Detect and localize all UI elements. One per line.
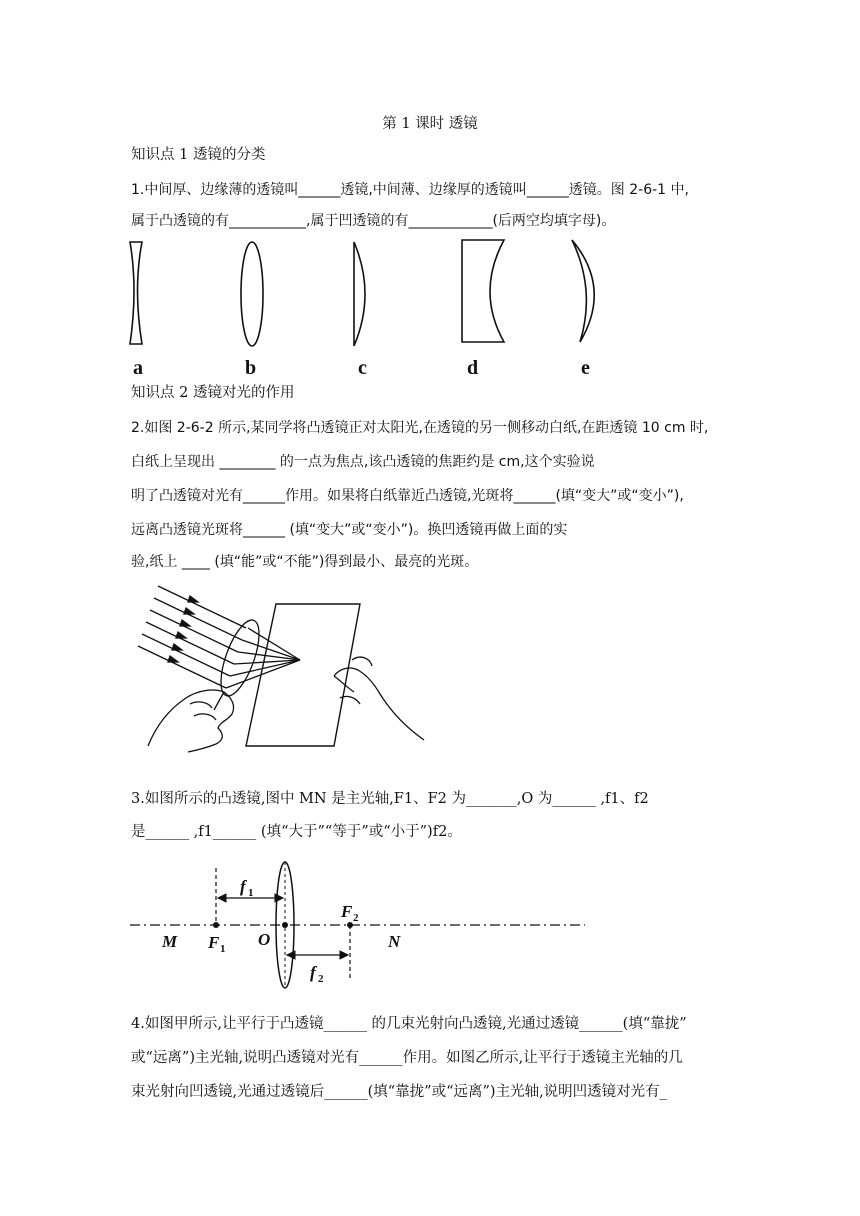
question-2-line-2: 白纸上呈现出 ________ 的一点为焦点,该凸透镜的焦距约是 cm,这个实验说 [131, 454, 595, 470]
optical-center [282, 922, 288, 928]
question-2-line-5: 验,纸上 ____ (填“能”或“不能”)得到最小、最亮的光斑。 [131, 554, 479, 570]
lens-label-c: c [358, 357, 367, 379]
convex-lens-focal-figure [130, 856, 590, 996]
lens-a-biconcave [130, 242, 142, 344]
label-f1: f [240, 877, 246, 896]
lens-label-b: b [245, 357, 257, 379]
question-2-line-3: 明了凸透镜对光有______作用。如果将白纸靠近凸透镜,光斑将______(填“变大”或“变小”), [131, 488, 684, 504]
label-M: M [162, 932, 178, 951]
lens-label-e: e [581, 357, 590, 379]
label-O: O [258, 930, 271, 949]
label-f2-sub: 2 [318, 973, 324, 985]
lens-types-figure [120, 236, 620, 382]
section-heading-1: 知识点 1 透镜的分类 [131, 147, 266, 163]
question-4-line-2: 或“远离”)主光轴,说明凸透镜对光有______作用。如图乙所示,让平行于透镜主光轴的几 [131, 1050, 683, 1066]
label-F1-sub: 1 [220, 943, 226, 955]
question-2-line-4: 远离凸透镜光斑将______ (填“变大”或“变小”)。换凹透镜再做上面的实 [131, 522, 568, 538]
lens-b-biconvex [241, 242, 263, 346]
question-4-line-3: 束光射向凹透镜,光通过透镜后______(填“靠拢”或“远离”)主光轴,说明凹透镜对光有_ [131, 1084, 667, 1100]
lens-label-a: a [133, 357, 143, 379]
lens-e-meniscus [572, 240, 594, 342]
label-N: N [388, 932, 401, 951]
page-title: 第 1 课时 透镜 [382, 116, 478, 132]
label-F2: F [341, 902, 353, 921]
question-1-line-1: 1.中间厚、边缘薄的透镜叫______透镜,中间薄、边缘厚的透镜叫______透镜。图 2-6-1 中, [131, 182, 689, 198]
lens-label-d: d [467, 357, 479, 379]
question-3-line-1: 3.如图所示的凸透镜,图中 MN 是主光轴,F1、F2 为_______,O 为______ ,f1、f2 [131, 791, 649, 807]
label-F1: F [208, 933, 220, 952]
label-f2: f [310, 963, 316, 982]
section-heading-2: 知识点 2 透镜对光的作用 [131, 385, 295, 401]
question-4-line-1: 4.如图甲所示,让平行于凸透镜______ 的几束光射向凸透镜,光通过透镜______(填“靠拢” [131, 1016, 687, 1032]
label-f1-sub: 1 [248, 887, 254, 899]
lens-c-plano-convex [354, 242, 365, 346]
label-F2-sub: 2 [353, 912, 359, 924]
question-1-line-2: 属于凸透镜的有___________,属于凹透镜的有____________(后两空均填字母)。 [131, 213, 616, 229]
question-2-line-1: 2.如图 2-6-2 所示,某同学将凸透镜正对太阳光,在透镜的另一侧移动白纸,在距透镜 10 cm 时, [131, 420, 709, 436]
question-3-line-2: 是______ ,f1______ (填“大于”“等于”或“小于”)f2。 [131, 824, 462, 840]
lens-d-plano-concave [462, 240, 504, 342]
focal-point-f1 [213, 922, 219, 928]
sunlight-lens-experiment-figure [128, 580, 448, 752]
